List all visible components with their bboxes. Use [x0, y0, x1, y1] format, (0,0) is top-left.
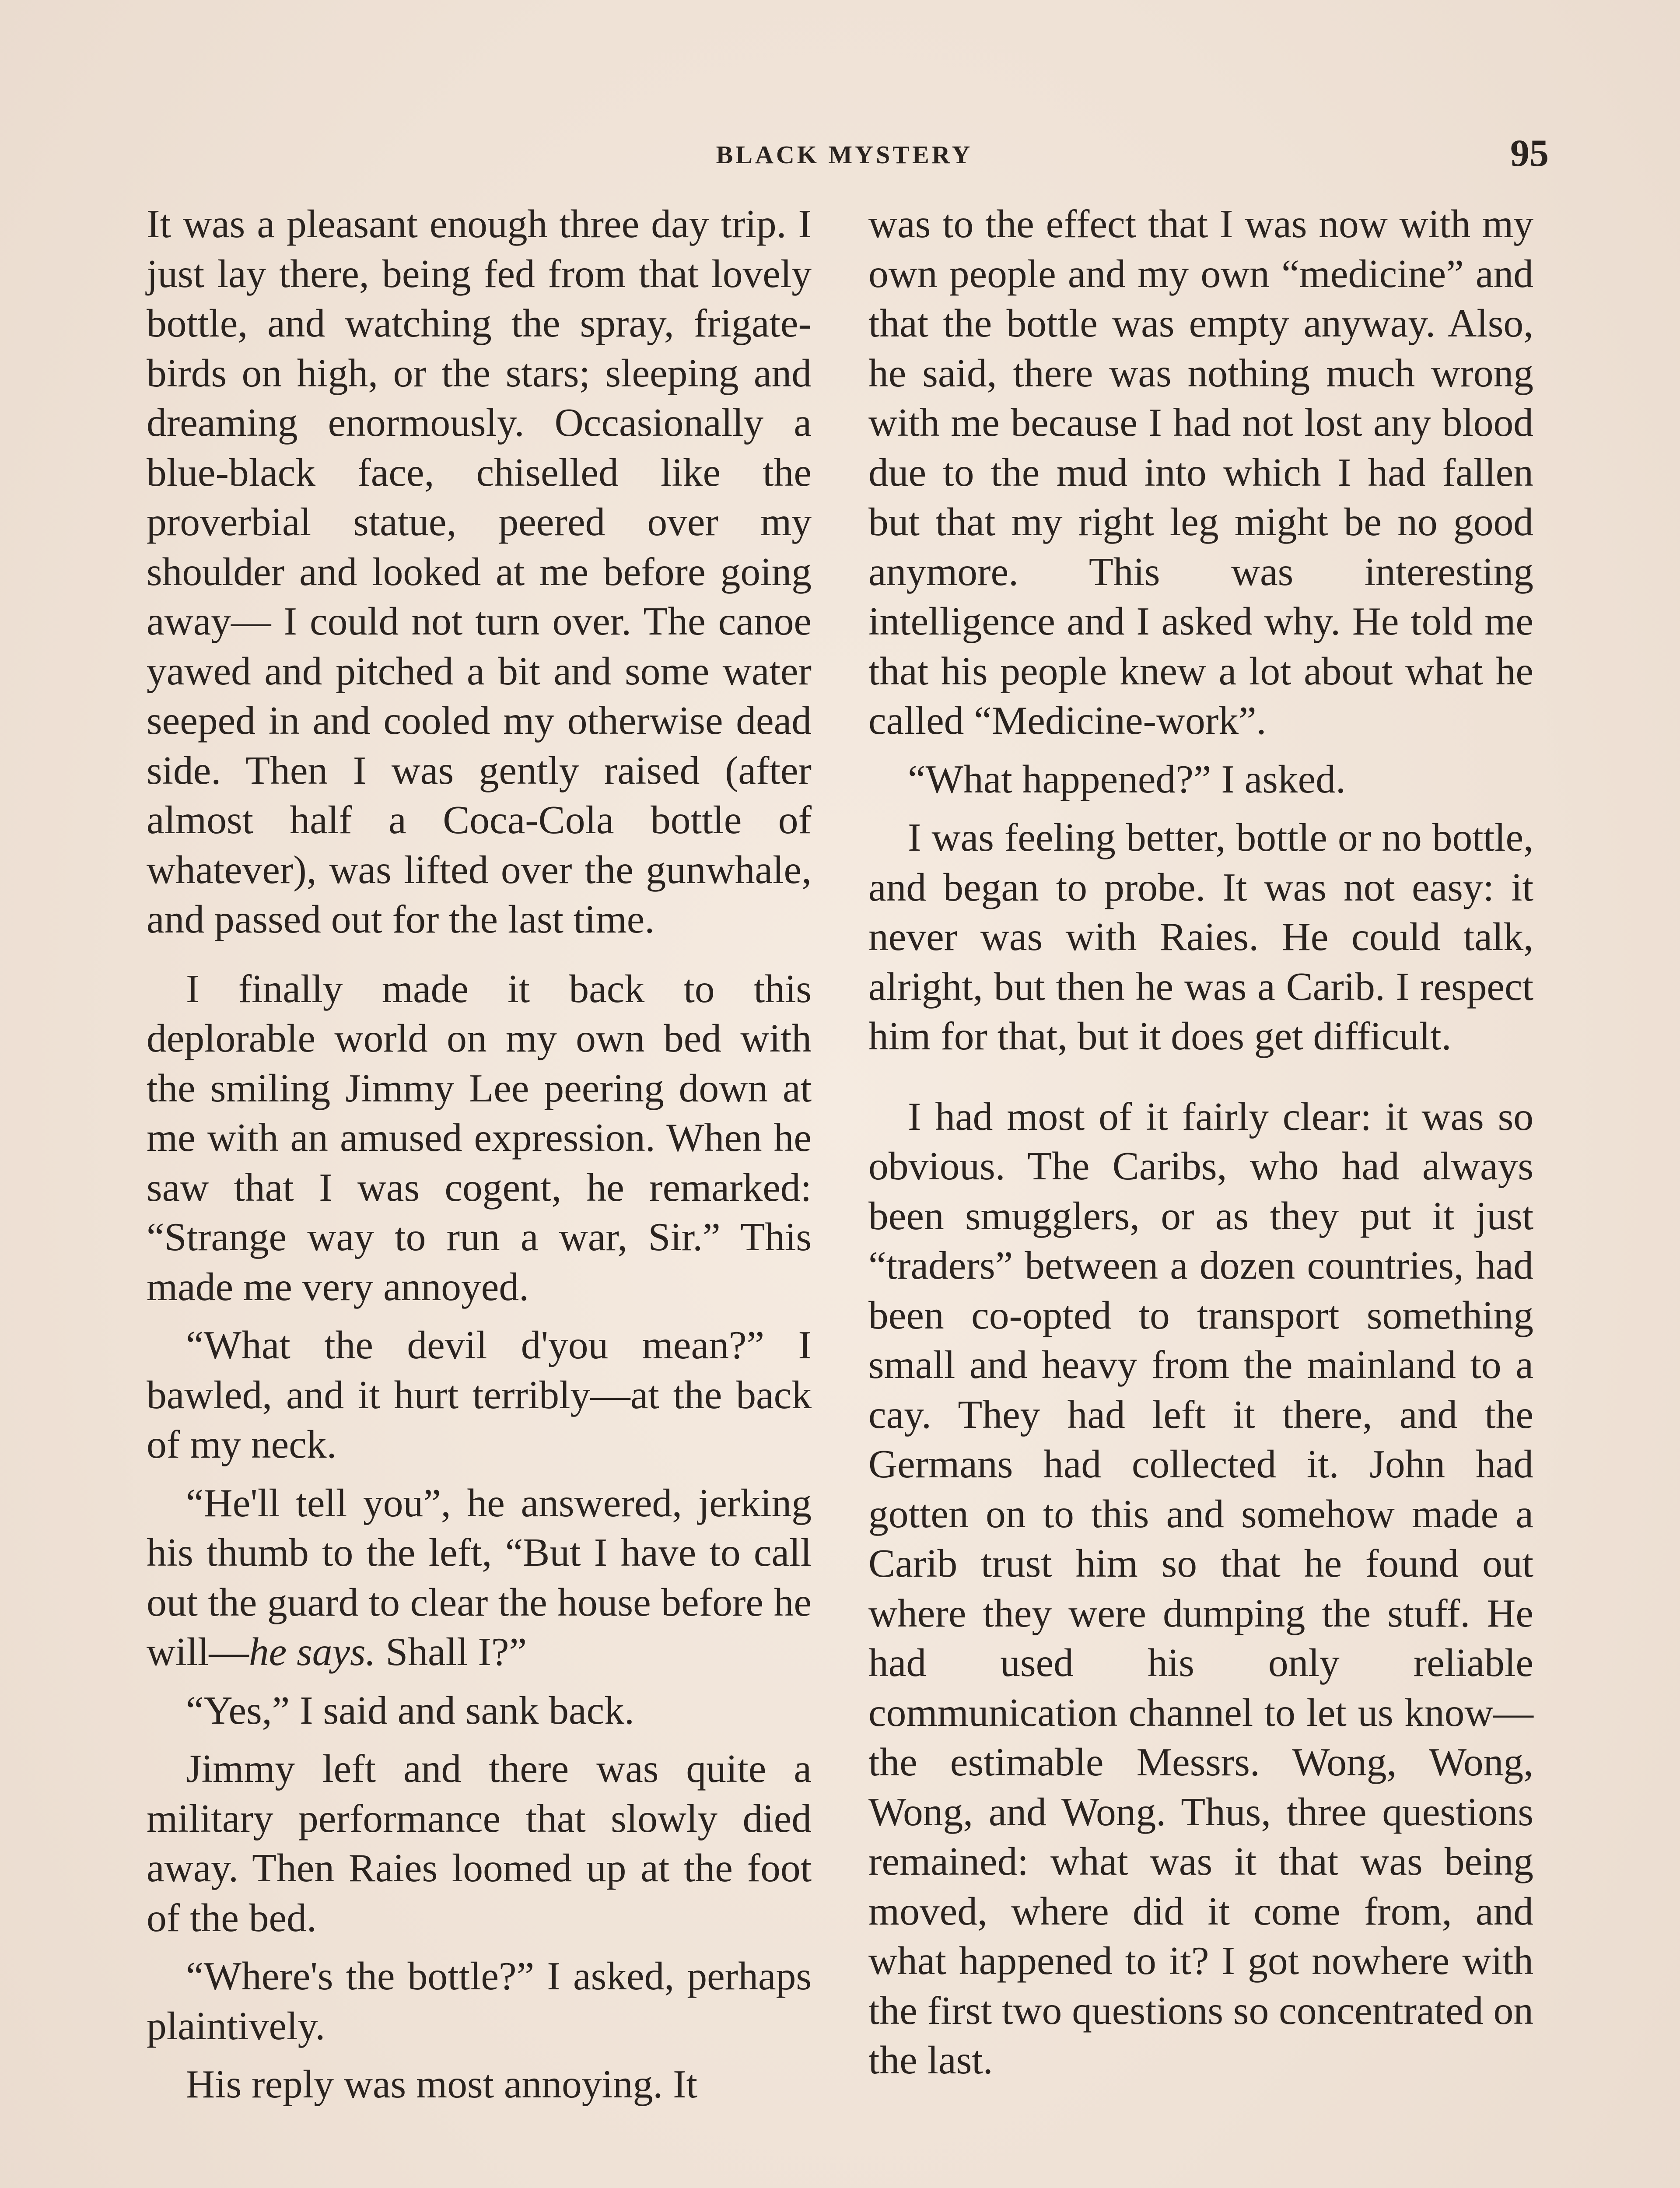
page-header: [144, 131, 1549, 184]
paragraph: “Where's the bottle?” I asked, perhaps plaintively.: [147, 1953, 812, 2048]
paragraph: It was a pleasant enough three day trip. I just lay there, being fed from that lovely bottle, and watching the spray, frigate-birds on high, or the stars; sleeping and dreaming enormously. Occasionally a blue-black face, chiselled like the proverbial statue, peered over my shoulder and looked at me before going away— I could not turn over. The canoe yawed and pitched a bit and some water seeped in and cooled my otherwise dead side. Then I was gently raised (after almost half a Coca-Cola bottle of whatever), was lifted over the gunwhale, and passed out for the last time.: [147, 201, 812, 941]
paragraph: “Yes,” I said and sank back.: [186, 1687, 634, 1732]
paragraph: “What happened?” I asked.: [908, 756, 1346, 801]
paragraph: I finally made it back to this deplorable world on my own bed with the smiling Jimmy Lee peering down at me with an amused expression. When he saw that I was cogent, he remarked: “Strange way to run a war, Sir.” This made me very annoyed.: [147, 966, 812, 1309]
paragraph: [147, 1478, 812, 1677]
running-head: BLACK MYSTERY: [716, 140, 973, 169]
paragraph-text: “He'll tell you”, he answered, jerking his thumb to the left, “But I have to call out the guard to clear the house before he will—: [147, 1480, 812, 1674]
paragraph: “What the devil d'you mean?” I bawled, and it hurt terribly—at the back of my neck.: [147, 1322, 812, 1466]
paragraph: His reply was most annoying. It: [186, 2062, 698, 2106]
paragraph: was to the effect that I was now with my own people and my own “medicine” and that the bottle was empty anyway. Also, he said, there was nothing much wrong with me because I had not lost any blood due to the mud into which I had fallen but that my right leg might be no good anymore. This was interesting intelligence and I asked why. He told me that his people knew a lot about what he called “Medicine-work”.: [868, 201, 1533, 743]
paragraph-text: Shall I?”: [375, 1629, 527, 1674]
paragraph: I was feeling better, bottle or no bottle, and began to probe. It was not easy: it never was with Raies. He could talk, alright, but then he was a Carib. I respect him for that, but it does get difficult.: [868, 815, 1533, 1058]
right-column: [868, 199, 1533, 2085]
left-column: [147, 199, 812, 2109]
emphasis-text: he says.: [248, 1629, 376, 1674]
paragraph: I had most of it fairly clear: it was so obvious. The Caribs, who had always been smugglers, or as they put it just “traders” between a dozen countries, had been co-opted to transport something small and heavy from the mainland to a cay. They had left it there, and the Germans had collected it. John had gotten on to this and somehow made a Carib trust him so that he found out where they were dumping the stuff. He had used his only reliable communication channel to let us know—the estimable Messrs. Wong, Wong, Wong, and Wong. Thus, three questions remained: what was it that was being moved, where did it come from, and what happened to it? I got nowhere with the first two questions so concentrated on the last.: [868, 1094, 1533, 2082]
paragraph: Jimmy left and there was quite a military performance that slowly died away. Then Raies loomed up at the foot of the bed.: [147, 1746, 812, 1940]
page-number: 95: [1510, 132, 1549, 175]
